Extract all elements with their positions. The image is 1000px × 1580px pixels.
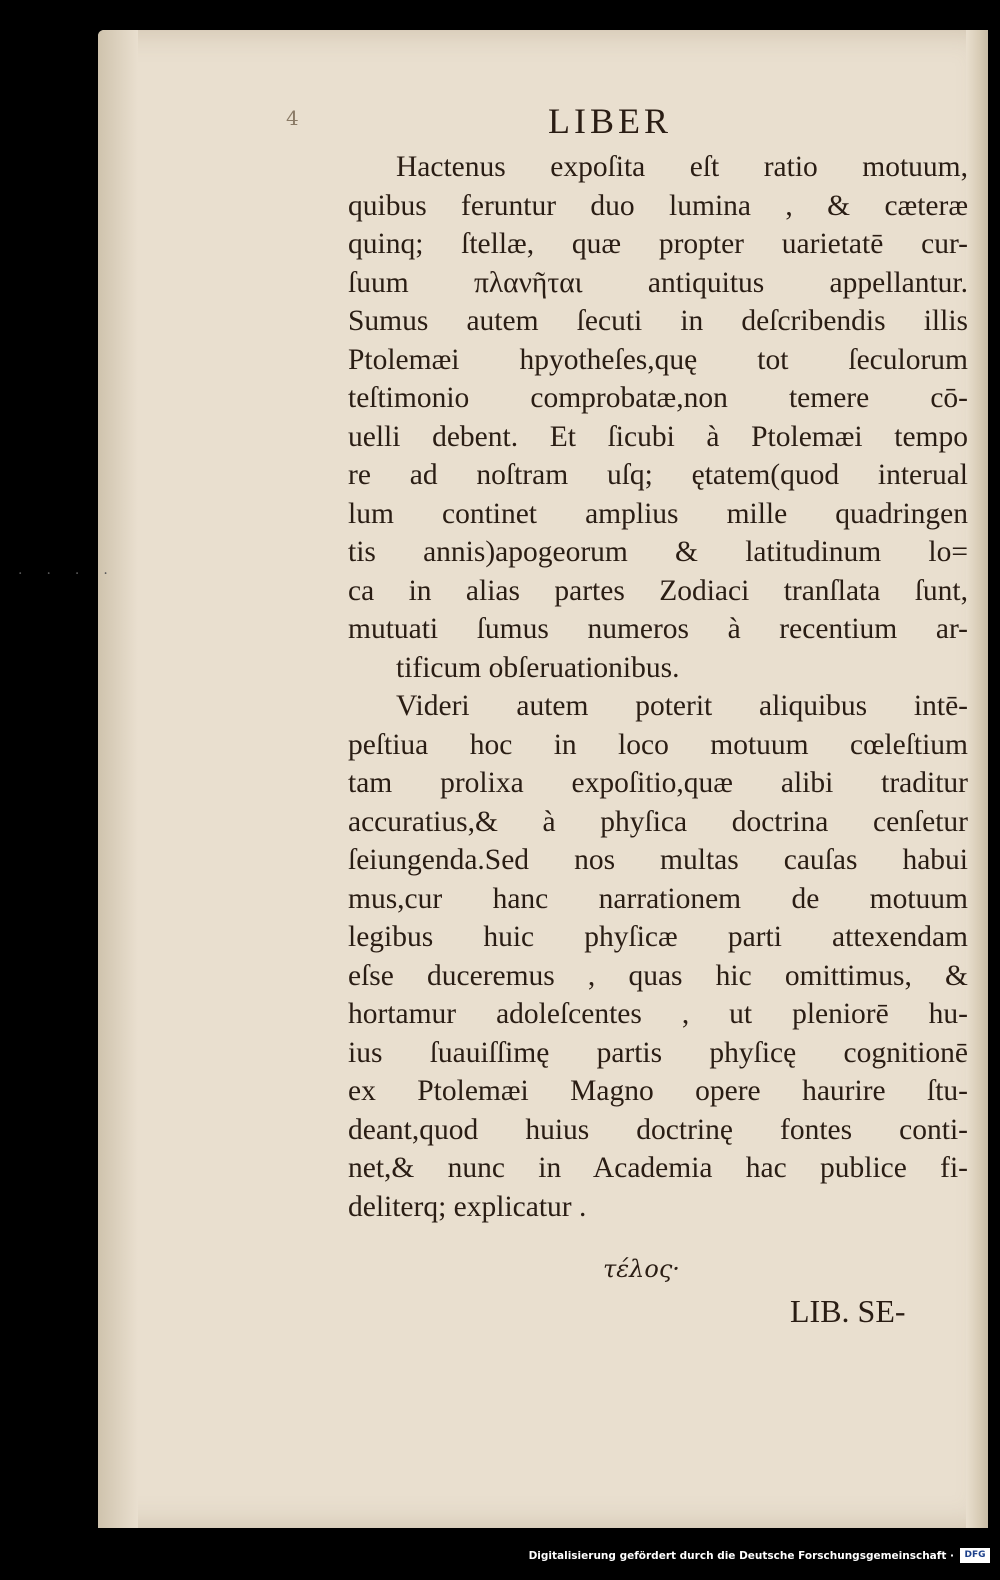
page-right-edge bbox=[966, 30, 988, 1528]
text-line: deliterq; explicatur . bbox=[348, 1190, 587, 1223]
text-line: mutuati ſumus numeros à recentium ar- bbox=[348, 613, 968, 645]
body-text bbox=[348, 148, 968, 1226]
text-line: legibus huic phyſicæ parti attexendam bbox=[348, 921, 968, 953]
book-page bbox=[98, 30, 988, 1528]
text-line: accuratius,& à phyſica doctrina cenſetur bbox=[348, 805, 968, 838]
text-line: ſuum πλανῆται antiquitus appellantur. bbox=[348, 266, 968, 299]
text-line: ca in alias partes Zodiaci tranſlata ſunt, bbox=[348, 574, 968, 607]
text-line: peſtiua hoc in loco motuum cœleſtium bbox=[348, 728, 968, 761]
text-line: tis annis)apogeorum & latitudinum lo= bbox=[348, 536, 968, 568]
text-line: Hactenus expoſita eſt ratio motuum, bbox=[396, 151, 968, 183]
margin-dots: ···· bbox=[18, 566, 132, 582]
text-line: mus,cur hanc narrationem de motuum bbox=[348, 882, 968, 915]
text-line: net,& nunc in Academia hac publice fi- bbox=[348, 1152, 968, 1184]
text-line: ſeiungenda.Sed nos multas cauſas habui bbox=[348, 844, 968, 876]
text-line: hortamur adoleſcentes , ut pleniorē hu- bbox=[348, 998, 968, 1030]
dfg-logo: DFG bbox=[960, 1548, 990, 1563]
running-head: LIBER bbox=[548, 101, 672, 141]
text-line: quinq; ſtellæ, quæ propter uarietatē cur- bbox=[348, 228, 968, 260]
text-line: Videri autem poterit aliquibus intē- bbox=[396, 690, 968, 722]
text-line: deant,quod huius doctrinę fontes conti- bbox=[348, 1113, 968, 1146]
text-line: quibus feruntur duo lumina , & cæteræ bbox=[348, 189, 968, 222]
page-left-shadow bbox=[98, 30, 138, 1528]
text-line: lum continet amplius mille quadringen bbox=[348, 497, 968, 530]
catchword: LIB. SE- bbox=[790, 1293, 906, 1329]
text-line: Sumus autem ſecuti in deſcribendis illis bbox=[348, 305, 968, 337]
text-line: uelli debent. Et ſicubi à Ptolemæi tempo bbox=[348, 420, 968, 453]
text-line: Ptolemæi hpyotheſes,quę tot ſeculorum bbox=[348, 343, 968, 376]
text-line: ius ſuauiſſimę partis phyſicę cognitionē bbox=[348, 1036, 968, 1069]
text-line: re ad noſtram uſq; ętatem(quod interual bbox=[348, 459, 968, 491]
telos-mark: τέλος· bbox=[603, 1255, 680, 1283]
page-mark: 4 bbox=[286, 106, 299, 130]
text-line: tificum obſeruationibus. bbox=[396, 651, 680, 684]
text-line: tam prolixa expoſitio,quæ alibi traditur bbox=[348, 767, 968, 799]
text-line: eſse duceremus , quas hic omittimus, & bbox=[348, 959, 968, 992]
footer-credit: Digitalisierung gefördert durch die Deutsche Forschungsgemeinschaft · bbox=[528, 1550, 954, 1562]
text-line: ex Ptolemæi Magno opere haurire ſtu- bbox=[348, 1075, 968, 1107]
footer-bar bbox=[0, 1528, 1000, 1580]
text-line: teſtimonio comprobatæ,non temere cō- bbox=[348, 382, 968, 414]
